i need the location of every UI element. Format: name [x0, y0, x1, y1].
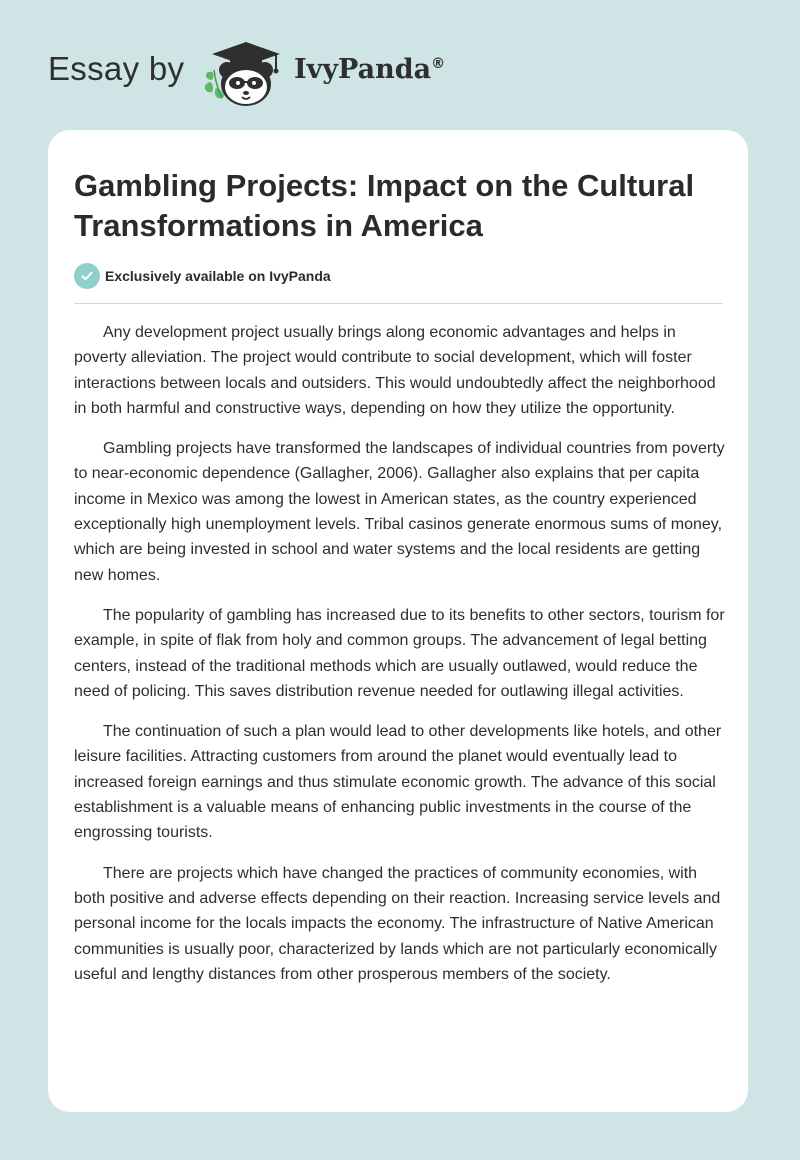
paragraph: Gambling projects have transformed the landscapes of individual countries from poverty to near-economic dependence (Gallagher, 2006). Gallagher also explains that per capita income in Mexico was among the lowest in American states, as the country experienced exceptionally high unemployment levels. Tribal casinos generate enormous sums of money, which are being invested in school and water systems and the local residents are getting new homes.	[74, 440, 725, 584]
paragraph: The popularity of gambling has increased due to its benefits to other sectors, tourism for example, in spite of flak from holy and common groups. The advancement of legal betting centers, instead of the traditional methods which are usually outlawed, would reduce the need of policing. This saves distribution revenue needed for outlawing illegal activities.	[74, 606, 725, 700]
brand-name[interactable]: IvyPanda®	[294, 54, 446, 85]
ivypanda-logo[interactable]	[202, 36, 292, 110]
exclusive-badge	[74, 263, 331, 289]
check-circle-icon	[74, 263, 100, 289]
panda-graduate-icon	[202, 36, 292, 110]
essay-by-label: Essay by	[48, 50, 185, 87]
essay-card	[48, 130, 748, 1112]
exclusive-badge-label: Exclusively available on IvyPanda	[105, 268, 331, 284]
paragraph: Any development project usually brings along economic advantages and helps in poverty alleviation. The project would contribute to social development, which will foster interactions between locals and outsiders. This would undoubtedly affect the neighborhood in both harmful and constructive ways, depending on how they utilize the opportunity.	[74, 324, 716, 417]
paragraph: The continuation of such a plan would lead to other developments like hotels, and other leisure facilities. Attracting customers from around the planet would eventually lead to increased foreign earnings and thus stimulate economic growth. The advance of this social establishment is a valuable means of enhancing public investments in the course of the engrossing tourists.	[74, 723, 722, 842]
registered-mark: ®	[431, 56, 446, 72]
site-header	[48, 36, 508, 110]
essay-body	[74, 320, 726, 1002]
divider	[74, 303, 723, 304]
page-title: Gambling Projects: Impact on the Cultural Transformations in America	[74, 168, 695, 243]
paragraph: There are projects which have changed the practices of community economies, with both positive and adverse effects depending on their reaction. Increasing service levels and personal income for the locals impacts the economy. The infrastructure of Native American communities is usually poor, characterized by lands which are not particularly economically useful and lengthy distances from other prosperous members of the society.	[74, 864, 721, 983]
